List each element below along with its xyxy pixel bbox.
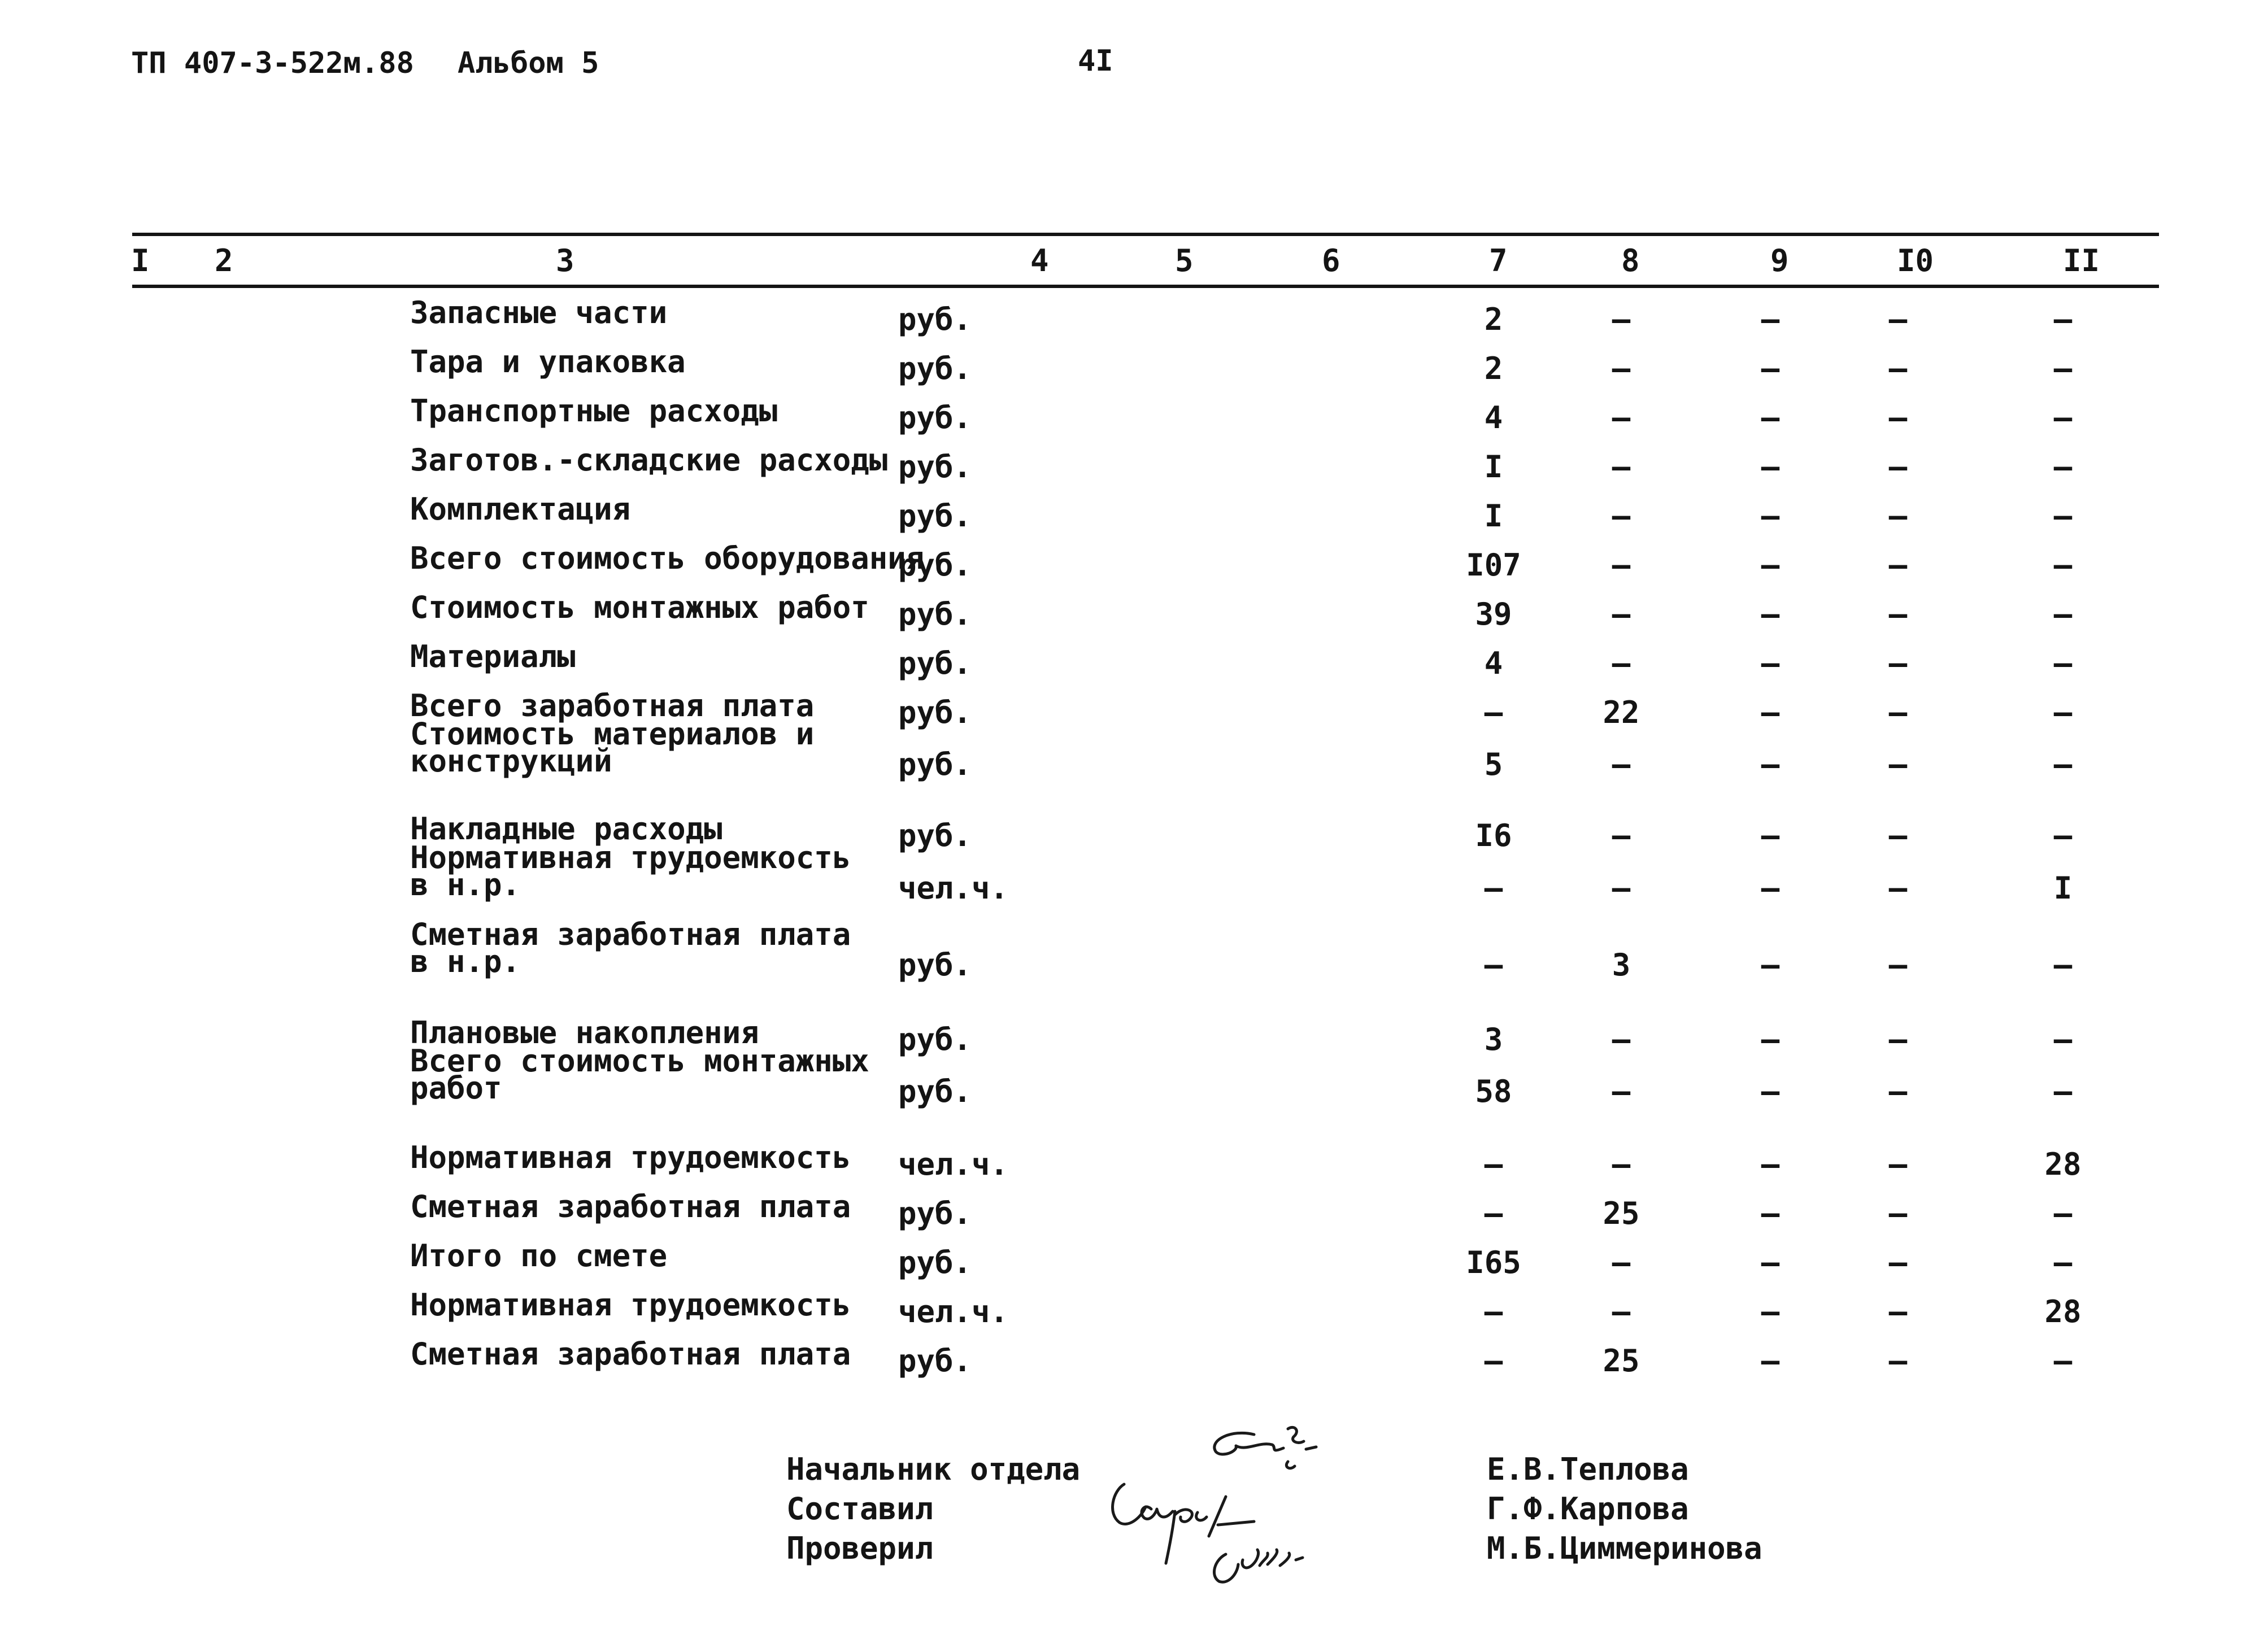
table-top-rule [132,233,2159,236]
row-value-c11: 28 [2044,1146,2082,1182]
row-value-c8: – [1612,351,1631,386]
column-header: 6 [1322,243,1340,278]
row-item-name [410,1336,851,1372]
signature-person: Г.Ф.Карпова [1487,1491,1689,1527]
document-code: ТП 407-3-522м.88 [131,46,414,80]
row-unit: руб. [898,1022,972,1057]
row-value-c8: – [1612,1022,1631,1057]
row-item-name [410,639,576,674]
row-unit: руб. [898,351,972,386]
row-value-c9: – [1761,1022,1780,1057]
row-item-name-line: Транспортные расходы [410,393,778,429]
row-unit: чел.ч. [898,870,1009,906]
row-item-name [410,688,815,723]
row-unit: руб. [898,449,972,485]
row-value-c9: – [1761,1146,1780,1182]
row-value-c9: – [1761,1074,1780,1109]
row-value-c7: – [1484,1146,1503,1182]
row-value-c7: – [1484,1294,1503,1329]
row-value-c8: – [1612,1074,1631,1109]
row-value-c7: – [1484,947,1503,983]
row-value-c8: 22 [1603,695,1640,730]
signature-role: Составил [786,1491,934,1527]
row-item-name-line: Сметная заработная плата [410,1336,851,1372]
row-value-c10: – [1888,351,1908,386]
row-value-c7: I07 [1466,547,1521,583]
row-item-name [410,811,722,847]
row-value-c7: – [1484,870,1503,906]
row-value-c11: – [2053,646,2073,681]
row-value-c11: – [2053,351,2073,386]
row-value-c10: – [1888,449,1908,485]
album-label: Альбом 5 [458,46,599,80]
row-item-name-line: Всего стоимость монтажных [410,1043,869,1079]
row-value-c8: 25 [1603,1196,1640,1231]
row-value-c9: – [1761,547,1780,583]
row-value-c10: – [1888,947,1908,983]
row-value-c9: – [1761,947,1780,983]
row-value-c8: – [1612,1245,1631,1280]
row-value-c9: – [1761,596,1780,632]
row-value-c10: – [1888,1196,1908,1231]
page-number: 4I [1078,44,1113,78]
row-value-c11: – [2053,1196,2073,1231]
handwritten-signatures [1090,1412,1384,1598]
row-unit: руб. [898,498,972,534]
row-value-c10: – [1888,547,1908,583]
row-value-c8: – [1612,302,1631,337]
column-header: I0 [1897,243,1934,278]
row-item-name-line: Нормативная трудоемкость [410,1140,851,1175]
row-item-name [410,1238,668,1274]
column-header: 2 [215,243,233,278]
signature-role: Начальник отдела [786,1451,1081,1487]
row-value-c7: – [1484,695,1503,730]
row-value-c11: – [2053,818,2073,853]
row-unit: руб. [898,596,972,632]
row-value-c7: 2 [1484,351,1503,386]
row-value-c9: – [1761,695,1780,730]
signature-person: М.Б.Циммеринова [1487,1531,1762,1566]
row-unit: руб. [898,1343,972,1379]
row-value-c11: – [2053,1022,2073,1057]
column-header: 4 [1030,243,1049,278]
row-item-name-line: Всего стоимость оборудования [410,540,925,576]
row-value-c8: – [1612,547,1631,583]
row-unit: руб. [898,1245,972,1280]
row-value-c7: 4 [1484,646,1503,681]
row-value-c9: – [1761,1343,1780,1379]
row-value-c7: I65 [1466,1245,1521,1280]
row-value-c9: – [1761,351,1780,386]
row-value-c8: – [1612,870,1631,906]
row-unit: руб. [898,818,972,853]
row-item-name [410,1015,759,1050]
signature-role: Проверил [786,1531,934,1566]
row-item-name [410,540,925,576]
row-value-c7: – [1484,1196,1503,1231]
row-unit: руб. [898,695,972,730]
row-item-name-line: работ [410,1070,502,1106]
row-item-name-line: конструкций [410,743,612,779]
row-value-c10: – [1888,498,1908,534]
row-item-name [410,590,869,625]
row-value-c10: – [1888,596,1908,632]
row-value-c10: – [1888,1146,1908,1182]
row-value-c8: – [1612,596,1631,632]
row-item-name-line: Нормативная трудоемкость [410,840,851,875]
row-unit: руб. [898,1074,972,1109]
row-value-c9: – [1761,747,1780,782]
row-value-c11: – [2053,449,2073,485]
row-value-c9: – [1761,449,1780,485]
row-value-c11: – [2053,498,2073,534]
row-item-name [410,1043,869,1106]
row-item-name-line: в н.р. [410,867,521,902]
column-header: 7 [1489,243,1508,278]
row-item-name-line: Сметная заработная плата [410,917,851,952]
row-item-name [410,295,668,330]
row-item-name-line: Накладные расходы [410,811,722,847]
row-value-c9: – [1761,1196,1780,1231]
column-header: 9 [1770,243,1789,278]
row-value-c7: 4 [1484,400,1503,435]
row-value-c7: I [1484,498,1503,534]
row-value-c8: 25 [1603,1343,1640,1379]
table-header-rule [132,285,2159,288]
row-value-c10: – [1888,1294,1908,1329]
row-value-c7: 2 [1484,302,1503,337]
row-value-c8: 3 [1612,947,1631,983]
column-header: 8 [1621,243,1640,278]
row-item-name [410,917,851,979]
row-value-c11: – [2053,1245,2073,1280]
row-value-c9: – [1761,1294,1780,1329]
row-value-c11: – [2053,747,2073,782]
row-item-name-line: Всего заработная плата [410,688,815,723]
row-value-c7: 3 [1484,1022,1503,1057]
row-value-c8: – [1612,449,1631,485]
row-value-c9: – [1761,1245,1780,1280]
row-item-name-line: Стоимость монтажных работ [410,590,869,625]
row-item-name [410,1140,851,1175]
row-unit: чел.ч. [898,1146,1009,1182]
row-value-c11: – [2053,695,2073,730]
row-value-c7: – [1484,1343,1503,1379]
row-value-c8: – [1612,400,1631,435]
row-item-name [410,491,631,527]
row-value-c10: – [1888,646,1908,681]
row-value-c8: – [1612,1146,1631,1182]
row-item-name [410,393,778,429]
row-item-name-line: Итого по смете [410,1238,668,1274]
row-value-c11: 28 [2044,1294,2082,1329]
row-item-name-line: Нормативная трудоемкость [410,1287,851,1323]
signature-stroke-head [1214,1433,1283,1454]
row-value-c9: – [1761,400,1780,435]
row-value-c8: – [1612,498,1631,534]
row-item-name-line: Заготов.-складские расходы [410,442,888,478]
row-value-c10: – [1888,1343,1908,1379]
row-item-name [410,1189,851,1224]
row-item-name-line: Стоимость материалов и [410,716,815,752]
row-value-c7: I [1484,449,1503,485]
row-unit: руб. [898,547,972,583]
row-value-c9: – [1761,302,1780,337]
row-value-c11: – [2053,596,2073,632]
row-value-c9: – [1761,870,1780,906]
row-value-c10: – [1888,302,1908,337]
row-value-c7: I6 [1475,818,1512,853]
column-header: I [131,243,150,278]
row-value-c10: – [1888,870,1908,906]
row-value-c9: – [1761,818,1780,853]
row-unit: руб. [898,947,972,983]
row-value-c10: – [1888,400,1908,435]
row-unit: руб. [898,646,972,681]
row-unit: чел.ч. [898,1294,1009,1329]
row-value-c11: – [2053,302,2073,337]
row-value-c11: – [2053,1343,2073,1379]
row-value-c9: – [1761,646,1780,681]
row-value-c10: – [1888,1245,1908,1280]
row-value-c10: – [1888,818,1908,853]
row-value-c10: – [1888,1022,1908,1057]
row-value-c8: – [1612,747,1631,782]
column-header: II [2063,243,2100,278]
column-header: 3 [556,243,574,278]
row-value-c7: 39 [1475,596,1512,632]
row-value-c11: I [2053,870,2073,906]
row-value-c7: 5 [1484,747,1503,782]
row-value-c11: – [2053,947,2073,983]
row-value-c11: – [2053,1074,2073,1109]
row-value-c8: – [1612,646,1631,681]
row-value-c10: – [1888,1074,1908,1109]
row-value-c9: – [1761,498,1780,534]
row-item-name-line: Сметная заработная плата [410,1189,851,1224]
row-value-c11: – [2053,547,2073,583]
row-unit: руб. [898,400,972,435]
row-item-name-line: Тара и упаковка [410,344,686,380]
row-item-name-line: в н.р. [410,944,521,979]
row-item-name-line: Плановые накопления [410,1015,759,1050]
row-item-name-line: Запасные части [410,295,668,330]
row-unit: руб. [898,747,972,782]
row-value-c8: – [1612,818,1631,853]
row-item-name [410,840,851,902]
row-unit: руб. [898,302,972,337]
row-item-name [410,442,888,478]
row-item-name-line: Материалы [410,639,576,674]
row-value-c8: – [1612,1294,1631,1329]
row-value-c10: – [1888,747,1908,782]
row-item-name [410,344,686,380]
row-value-c7: 58 [1475,1074,1512,1109]
row-value-c11: – [2053,400,2073,435]
row-item-name-line: Комплектация [410,491,631,527]
row-value-c10: – [1888,695,1908,730]
row-item-name [410,716,815,779]
column-header: 5 [1175,243,1194,278]
row-unit: руб. [898,1196,972,1231]
signature-person: Е.В.Теплова [1487,1451,1689,1487]
row-item-name [410,1287,851,1323]
